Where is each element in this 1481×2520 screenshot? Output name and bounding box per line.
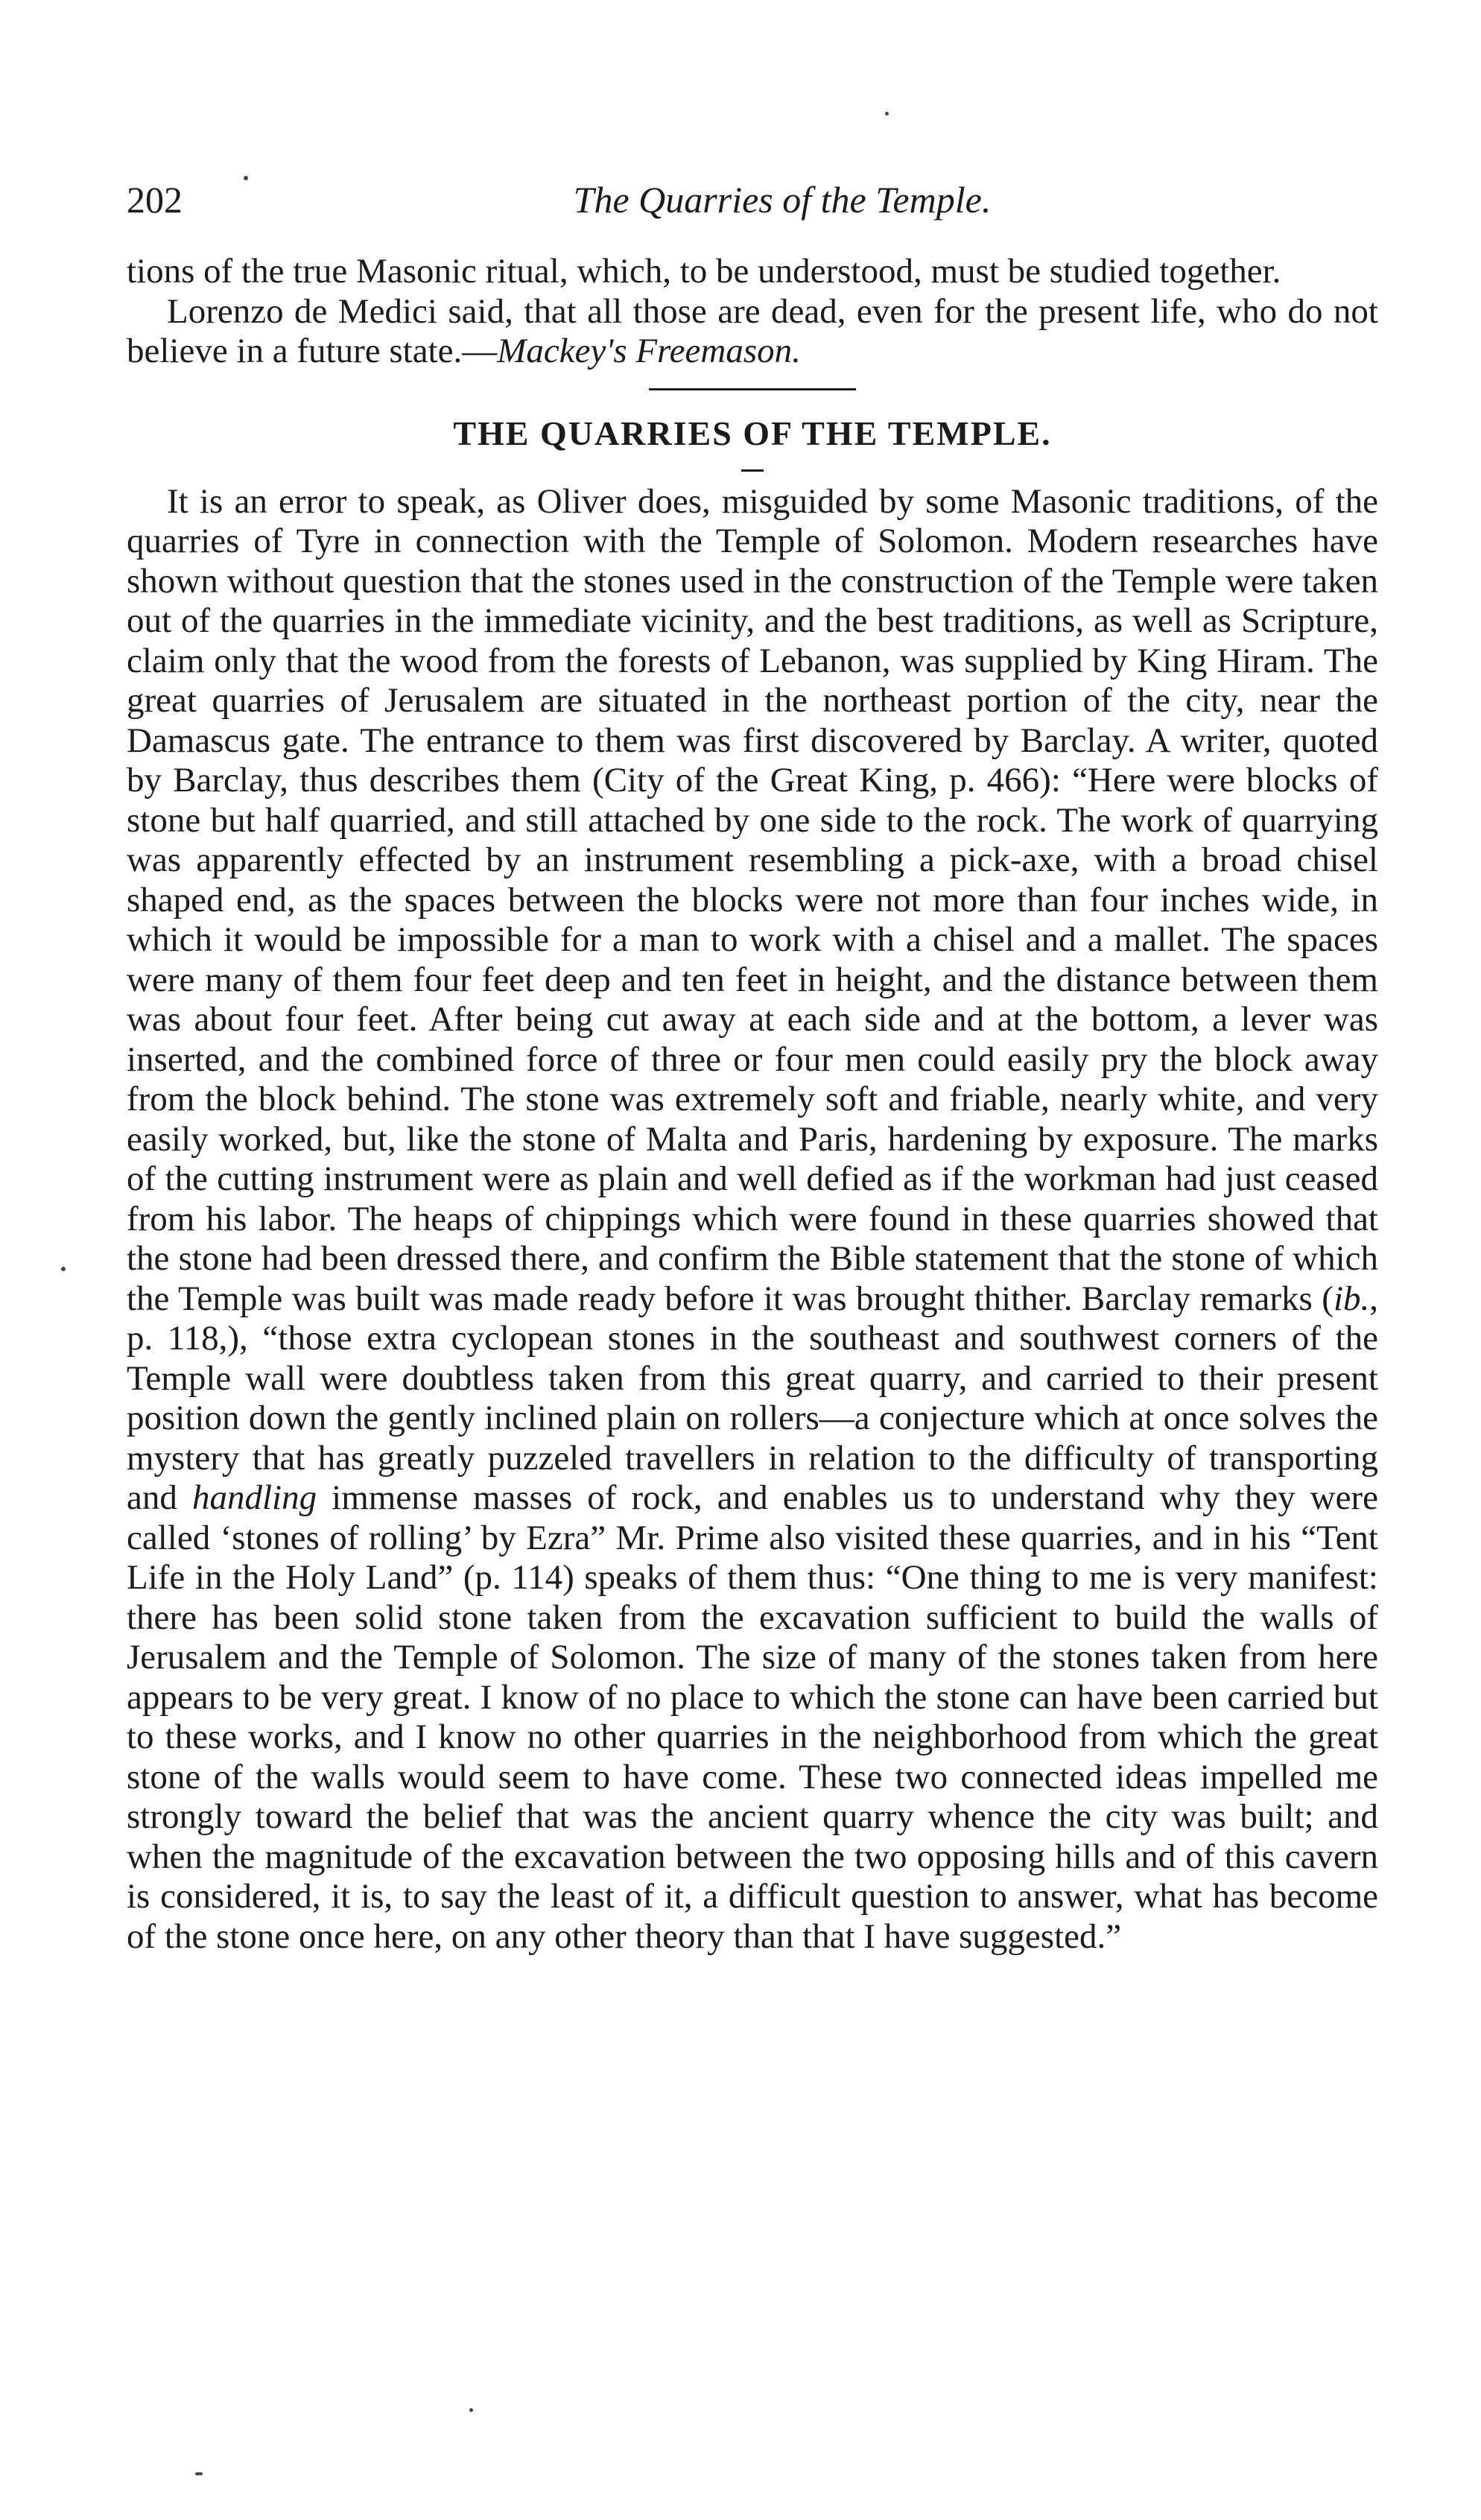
citation: Mackey's Freemason. xyxy=(497,332,801,370)
body-part-3: immense masses of rock, and enables us to understand why they were called ‘stones of rolling’ by Ezra” Mr. Prime also visited these quarries, and in his “Tent Life in the Holy Land” (p. 114) speaks of them thus: “One thing to me is very manifest: there has been solid stone taken from the excavation sufficient to build the walls of Jerusalem and the Temple of Solomon. The size of many of the stones taken from here appears to be very great. I know of no place to which the stone can have been carried but to these works, and I know no other quarries in the neighborhood from which the great stone of the walls would seem to have come. These two connected ideas impelled me strongly toward the belief that was the ancient quarry whence the city was built; and when the magnitude of the excavation between the two opposing hills and of this cavern is considered, it is, to say the least of it, a difficult question to answer, what has become of the stone once here, on any other theory than that I have suggested.” xyxy=(127,1478,1378,1956)
continued-paragraph: tions of the true Masonic ritual, which, to be understood, must be studied together. xyxy=(127,252,1281,291)
scan-speck xyxy=(61,1267,66,1271)
section-divider xyxy=(649,388,856,390)
scan-speck xyxy=(469,2408,473,2412)
medici-paragraph xyxy=(127,292,1378,372)
ib-italic: ib. xyxy=(1333,1279,1370,1318)
scan-speck xyxy=(885,112,889,115)
medici-text: Lorenzo de Medici said, that all those are dead, even for the present life, who do not believe in a future state.— xyxy=(127,291,1378,370)
article-title: THE QUARRIES OF THE TEMPLE. xyxy=(453,414,1052,452)
title-dash xyxy=(741,469,764,472)
body-part-1: It is an error to speak, as Oliver does, misguided by some Masonic traditions, of the quarries of Tyre in connection with the Temple of Solomon. Modern researches have shown without question that the stones used in the construction of the Temple were taken out of the quarries in the immediate vicinity, and the best traditions, as well as Scripture, claim only that the wood from the forests of Lebanon, was supplied by King Hiram. The great quarries of Jerusalem are situated in the northeast portion of the city, near the Damascus gate. The entrance to them was first discovered by Barclay. A writer, quoted by Barclay, thus describes them (City of the Great King, p. 466): “Here were blocks of stone but half quarried, and still attached by one side to the rock. The work of quarrying was apparently effected by an instrument resembling a pick-axe, with a broad chisel shaped end, as the spaces between the blocks were not more than four inches wide, in which it would be impossible for a man to work with a chisel and a mallet. The spaces were many of them four feet deep and ten feet in height, and the distance between them was about four feet. After being cut away at each side and at the bottom, a lever was inserted, and the combined force of three or four men could easily pry the block away from the block behind. The stone was extremely soft and friable, nearly white, and very easily worked, but, like the stone of Malta and Paris, hardening by exposure. The marks of the cutting instrument were as plain and well defied as if the workman had just ceased from his labor. The heaps of chippings which were found in these quarries showed that the stone had been dressed there, and confirm the Bible statement that the stone of which the Temple was built was made ready before it was brought thither. Barclay remarks ( xyxy=(127,481,1378,1318)
scan-speck xyxy=(195,2472,203,2475)
page-number: 202 xyxy=(127,179,183,221)
scan-speck xyxy=(244,176,248,180)
handling-italic: handling xyxy=(191,1478,317,1517)
running-head xyxy=(127,177,1378,229)
text-column xyxy=(127,252,1378,1957)
body-part-2: , p. 118,), “those extra cyclopean stones in the southeast and southwest corners of the Temple wall were doubtless taken from this great quarry, and carried to their present position down the gently inclined plain on rollers—a conjecture which at once solves the mystery that has greatly puzzeled travellers in relation to the difficulty of transporting and xyxy=(127,1279,1378,1517)
running-title: The Quarries of the Temple. xyxy=(573,179,992,221)
article-body xyxy=(127,482,1378,1957)
